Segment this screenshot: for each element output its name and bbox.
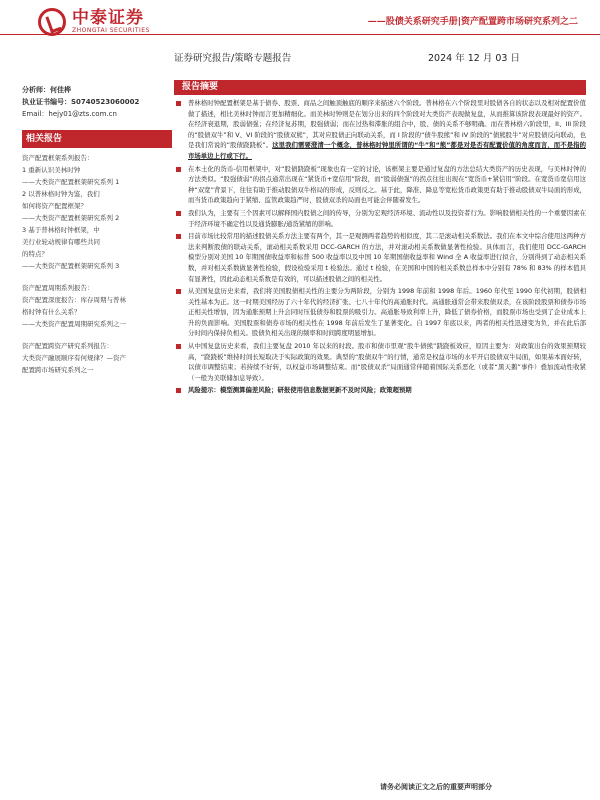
related-item[interactable]: 3 基于普林格时钟框架，中 xyxy=(22,226,100,234)
summary-bullets xyxy=(174,98,586,396)
summary-bullet: 目前市场比较常用的描述股债关系方法主要有两个，其一是观测两者趋势的相似度，其二是滚动相关系数法。我们在本文中综合使用这两种方法来判断股债的联动关系，滚动相关系数采用 DCC-GARCH 的方法，并对滚动相关系数做显著性检验。具体而言，我们使用 DCC-GARCH 模型分别对美国 10 年期国债收益率和标普 500 收益率以及中国 10 年期国债收益率和 Wind 全 A 收益率进行拟合，分别得到了动态相关系数，并对相关系数做显著性检验，假设检验采用 t 检验法。通过 t 检验，在美国和中国的相关系数总样本中分别有 78% 和 83% 的样本值具有显著性，因此动态相关系数是有效的，可以描述股债之间的相关性。 xyxy=(174,231,586,284)
analyst-name: 分析师：何佳桦 xyxy=(22,86,71,94)
related-item: 资产配置框架系列报告： xyxy=(22,154,94,162)
series-title: ——股债关系研究手册|资产配置跨市场研究系列之二 xyxy=(367,17,578,27)
related-item[interactable]: 2 以普林格时钟为鉴，我们 xyxy=(22,190,100,198)
summary-header: 报告摘要 xyxy=(174,80,586,95)
report-date: 2024 年 12 月 03 日 xyxy=(428,53,520,64)
related-item: ——大类资产配置框架研究系列 2 xyxy=(22,214,120,222)
related-item[interactable]: 1 重新认识美林时钟 xyxy=(22,166,81,174)
header-divider xyxy=(0,34,600,35)
summary-bullet: 从中国复盘历史来看，我们主要复盘 2010 年以来的时段。股市和债市里观“股牛债熊”跷跷板效应，原因主要为：对政策出台的效果预期较高，“跷跷板”维持时间长短取决于实际政策的效果。典型的“股债双牛”的行情，通常是权益市场的水平开启股债双牛局面，如果基本面好转，以债市调整结束；若持续不好转，以权益市场调整结束。而“股债双杀”局面通常伴随着国际关系恶化（或者“黑天鹅”事件）叠加流动性收紧（一般为美联储加息导致）。 xyxy=(174,341,586,383)
related-item[interactable]: 如何将资产配置框架？ xyxy=(22,202,87,210)
logo-en: ZHONGTAI SECURITIES xyxy=(72,27,150,34)
logo-cn: 中泰证券 xyxy=(72,8,144,28)
analyst-email: Email：hejy01@zts.com.cn xyxy=(22,110,117,118)
summary-bullet: 我们认为，主要有三个因素可以解释国内股债之间的传导，分别为宏观经济环境、流动性以及投资者行为。影响股债相关性的一个重要因素在于经济环境不确定性以及通货膨胀/通货紧缩的影响。 xyxy=(174,208,586,229)
summary-bullet: 在本土化的货币-信用框架中，对“股债跷跷板”现象也有一定的讨论，该框架主要是通过复盘的方法总结大类资产的历史表现，与美林时钟的方法类似。“股强债弱”的拐点通常出现在“紧货币+宽信用”阶段，而“股弱债强”的拐点往往出现在“宽货币+紧信用”阶段。在宽货币宽信用这种“双宽”背景下，往往有助于推动股债双牛格局的形成，反则反之。基于此，降准、降息等宽松货币政策更有助于推动股债双牛局面的形成，而当货币政策趋向于紧缩、监管政策趋严时，股债双杀的局面也可能会伴随着发生。 xyxy=(174,164,586,206)
report-type: 证券研究报告/策略专题报告 xyxy=(174,53,292,64)
period-item[interactable]: 资产配置深度报告：库存周期与普林 xyxy=(22,296,126,304)
report-header xyxy=(0,0,600,80)
license-number: 执业证书编号：S0740523060002 xyxy=(22,98,140,106)
related-item: ——大类资产配置框架研究系列 1 xyxy=(22,178,120,186)
main-content xyxy=(174,80,586,398)
period-item: ——大类资产配置周期研究系列之一 xyxy=(22,320,126,328)
cross-item[interactable]: 配置跨市场研究系列之一 xyxy=(22,366,94,374)
related-item: ——大类资产配置框架研究系列 3 xyxy=(22,262,120,270)
logo-icon xyxy=(38,8,66,36)
period-item[interactable]: 格时钟有什么关系？ xyxy=(22,308,81,316)
cross-item[interactable]: 大类资产融展顺序有何规律？—资产 xyxy=(22,354,126,362)
footer-disclaimer: 请务必阅读正文之后的重要声明部分 xyxy=(380,783,492,791)
summary-bullet: 从美国复盘历史来看，我们将美国股债相关性的主要分为两阶段，分别为 1998 年前和 1998 年后。1960 年代至 1990 年代初期，股债相关性基本为正。这一时期美国经历了六十年代的经济扩张、七八十年代的高通胀时代。高通胀通常会带来股债双杀，在该阶段股票和债券市场正相关性增加，因为通胀预期上升会同时压低债券和股票的吸引力。高通胀导致利率上升，降低了债券价格，而股票市场也受到了企业成本上升的负面影响。美国股票和债券市场的相关性在 1998 年前后发生了显著变化。自 1997 年底以来，两者的相关性迅速变为负，并在此后部分时间内保持负相关。股债负相关出现的频率和时间跨度明显增加。 xyxy=(174,286,586,339)
sidebar xyxy=(22,84,172,376)
risk-warning: 风险提示：模型测算偏差风险；研报使用信息数据更新不及时风险；政策超预期 xyxy=(174,385,586,396)
related-item[interactable]: 的特点？ xyxy=(22,250,48,258)
related-reports-header: 相关报告 xyxy=(22,130,172,148)
cross-item: 资产配置跨资产研究系列报告： xyxy=(22,342,113,350)
period-item: 资产配置周期系列报告： xyxy=(22,284,94,292)
summary-bullet: 普林格时钟配置框架是基于债券、股票、商品之间触顶触底的顺序来描述六个阶段。普林格在六个阶段里对股债各自的状态以及相对配置价值做了描述，相比美林时钟而言更加精细化。而美林时钟则是在划分出来的四个阶段对大类资产表现做复盘，从而推算该阶段表现最好的资产。在经济衰退期，股弱债强；在经济复苏期，股强债弱；而在过热和滞胀的组合中，股、债的关系不够明确。而在普林格六阶段里，II、III 阶段的“股债双牛”和 V、VI 阶段的“股债双熊”，其对应股债正向联动关系，而 I 阶段的“债牛股熊”和 IV 阶段的“债熊股牛”对应股债反向联动，也是我们常说的“股债跷跷板”。这里我们需要澄清一个概念，普林格时钟里所谓的“牛”和“熊”都是对是否有配置价值的角度而言，而不是指的市场单边上行或下行。 xyxy=(174,98,586,162)
related-item[interactable]: 美行业轮动规律有哪些共同 xyxy=(22,238,100,246)
company-logo xyxy=(38,8,150,36)
